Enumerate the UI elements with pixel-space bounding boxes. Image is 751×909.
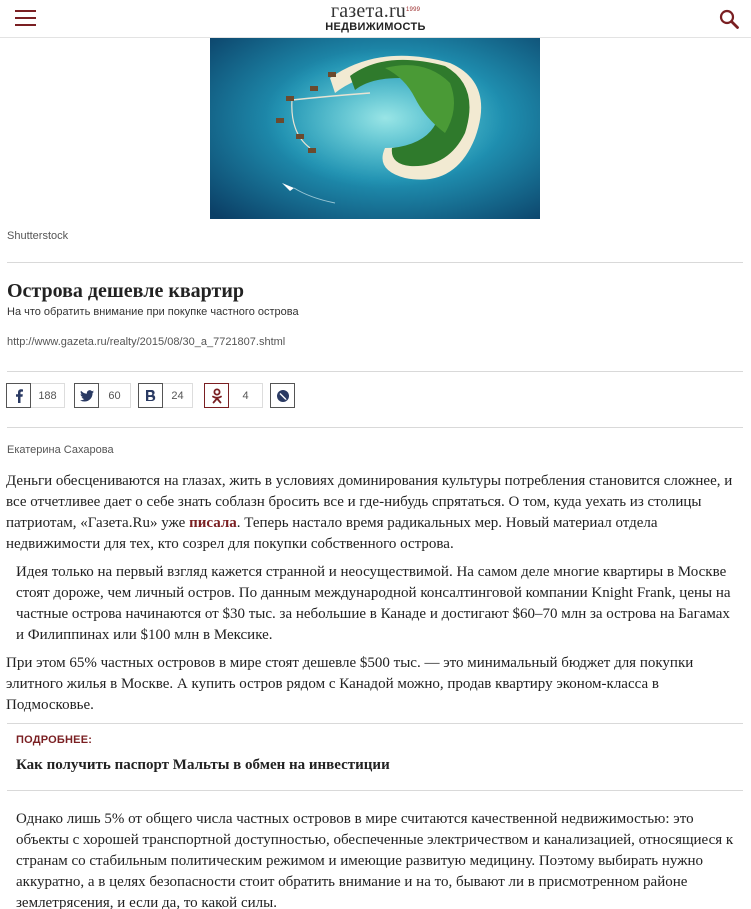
twitter-share-button[interactable] xyxy=(74,383,99,408)
livejournal-share-button[interactable] xyxy=(270,383,295,408)
logo-superscript: 1999 xyxy=(406,7,421,13)
livejournal-icon xyxy=(276,389,290,403)
odnoklassniki-share-count: 4 xyxy=(229,383,263,408)
facebook-icon xyxy=(14,389,24,403)
article-title: Острова дешевле квартир xyxy=(7,280,244,302)
divider xyxy=(7,723,743,724)
article-subtitle: На что обратить внимание при покупке частного острова xyxy=(7,306,299,318)
divider xyxy=(7,790,743,791)
vkontakte-share-button[interactable] xyxy=(138,383,163,408)
divider xyxy=(7,427,743,428)
twitter-share-count: 60 xyxy=(99,383,131,408)
read-more-label: ПОДРОБНЕЕ: xyxy=(16,734,93,746)
article-paragraph: Идея только на первый взгляд кажется странной и неосуществимой. На самом деле многие квартиры в Москве стоят дороже, чем личный остров. По данным международной консалтинговой компании Knight Frank, цены на частные острова начинаются от $30 тыс. за небольшие в Канаде и достигают $60–70 млн за острова на Багамах и Филиппинах или $100 млн в Мексике. xyxy=(16,564,731,643)
site-logo[interactable] xyxy=(0,2,751,34)
vkontakte-share-count: 24 xyxy=(163,383,193,408)
inline-link[interactable]: писала xyxy=(189,515,237,531)
facebook-share-count: 188 xyxy=(31,383,65,408)
image-credit: Shutterstock xyxy=(7,230,69,242)
article-url: http://www.gazeta.ru/realty/2015/08/30_a_7721807.shtml xyxy=(7,336,286,348)
section-title[interactable]: НЕДВИЖИМОСТЬ xyxy=(325,21,426,33)
vkontakte-icon xyxy=(145,389,157,403)
odnoklassniki-icon xyxy=(211,388,223,404)
logo-text: $газета.ru^{1999}$ xyxy=(330,0,421,22)
article-author[interactable]: Екатерина Сахарова xyxy=(7,444,114,456)
divider xyxy=(7,371,743,372)
article-paragraph: При этом 65% частных островов в мире стоят дешевле $500 тыс. — это минимальный бюджет для покупки элитного жилья в Москве. А купить остров рядом с Канадой можно, продав квартиру эконом-класса в Подмосковье. xyxy=(6,655,694,713)
twitter-icon xyxy=(80,390,94,402)
article-paragraph: Однако лишь 5% от общего числа частных островов в мире считаются качественной недвижимостью: это объекты с хорошей транспортной доступностью, обеспеченные электричеством и канализацией, относящиеся к странам со стабильным политическим режимом и имеющие развитую медицину. Поэтому выбирать нужно аккуратно, а в целях безопасности стоит обратить внимание и на то, бывают ли в присмотренном районе землетрясения, и если да, то какой силы. xyxy=(16,811,734,909)
read-more-link[interactable]: Как получить паспорт Мальты в обмен на инвестиции xyxy=(16,757,390,773)
search-icon[interactable] xyxy=(719,9,739,29)
site-header xyxy=(0,0,751,38)
hero-image xyxy=(210,38,540,219)
odnoklassniki-share-button[interactable] xyxy=(204,383,229,408)
article-paragraph: Деньги обесцениваются на глазах, жить в условиях доминирования культуры потребления становится сложнее, и все отчетливее дает о себе знать соблазн бросить все и где-нибудь спрятаться. О том, куда уехать из столицы патриотам, «Газета.Ru» уже писала. Теперь настало время радикальных мер. Новый материал отдела недвижимости для тех, кто созрел для покупки собственного острова. xyxy=(6,473,733,552)
divider xyxy=(7,262,743,263)
facebook-share-button[interactable] xyxy=(6,383,31,408)
